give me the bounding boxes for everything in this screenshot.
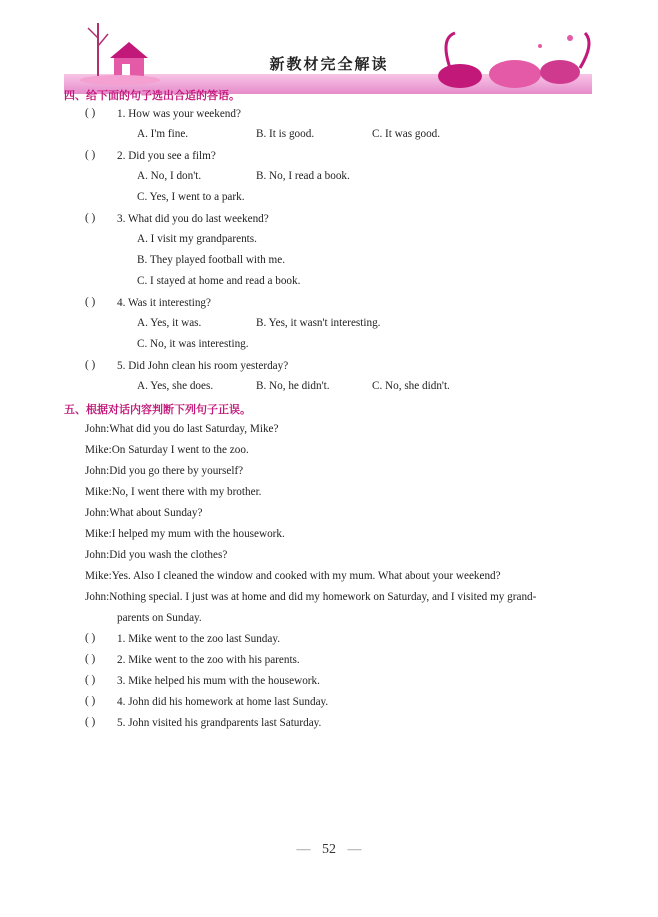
statement-text: 3. Mike helped his mum with the housework. — [117, 675, 320, 687]
page-header — [0, 18, 658, 98]
option-b: B. It is good. — [256, 128, 315, 140]
dialogue-line: John:Nothing special. I just was at home and did my homework on Saturday, and I visited my grand- — [85, 591, 537, 603]
dialogue-line: John:Did you go there by yourself? — [85, 465, 244, 477]
option-a: A. No, I don't. — [137, 170, 202, 182]
question-text: 3. What did you do last weekend? — [117, 213, 269, 225]
option-c: C. No, she didn't. — [372, 380, 450, 392]
statement-text: 4. John did his homework at home last Sunday. — [117, 696, 329, 708]
answer-blank[interactable]: ( ) — [85, 296, 96, 308]
footer-dash-left: — — [296, 842, 311, 857]
option-a: A. Yes, she does. — [137, 380, 214, 392]
answer-blank[interactable]: ( ) — [85, 212, 96, 224]
section-5-title: 五、根据对话内容判断下列句子正误。 — [64, 403, 251, 416]
dialogue-line: Mike:Yes. Also I cleaned the window and cooked with my mum. What about your weekend? — [85, 570, 501, 582]
question-text: 1. How was your weekend? — [117, 108, 241, 120]
dialogue-line: Mike:On Saturday I went to the zoo. — [85, 444, 249, 456]
answer-blank[interactable]: ( ) — [85, 107, 96, 119]
dialogue-line: Mike:No, I went there with my brother. — [85, 486, 262, 498]
footer-dash-right: — — [347, 842, 362, 857]
option-c: C. Yes, I went to a park. — [137, 191, 245, 203]
option-c: C. It was good. — [372, 128, 441, 140]
question-text: 4. Was it interesting? — [117, 297, 211, 309]
statement-text: 1. Mike went to the zoo last Sunday. — [117, 633, 281, 645]
dialogue-line: Mike:I helped my mum with the housework. — [85, 528, 285, 540]
page-footer — [0, 842, 658, 858]
answer-blank[interactable]: ( ) — [85, 359, 96, 371]
dialogue-line: John:Did you wash the clothes? — [85, 549, 228, 561]
question-text: 2. Did you see a film? — [117, 150, 216, 162]
option-c: C. No, it was interesting. — [137, 338, 249, 350]
dialogue-line: John:What did you do last Saturday, Mike? — [85, 423, 279, 435]
option-a: A. Yes, it was. — [137, 317, 202, 329]
answer-blank[interactable]: ( ) — [85, 674, 96, 686]
option-a: A. I'm fine. — [137, 128, 189, 140]
answer-blank[interactable]: ( ) — [85, 632, 96, 644]
statement-text: 5. John visited his grandparents last Saturday. — [117, 717, 322, 729]
answer-blank[interactable]: ( ) — [85, 149, 96, 161]
section-4-title: 四、给下面的句子选出合适的答语。 — [64, 89, 240, 102]
dialogue-line: John:What about Sunday? — [85, 507, 203, 519]
answer-blank[interactable]: ( ) — [85, 695, 96, 707]
statement-text: 2. Mike went to the zoo with his parents. — [117, 654, 300, 666]
book-title: 新教材完全解读 — [269, 55, 389, 73]
answer-blank[interactable]: ( ) — [85, 653, 96, 665]
option-b: B. They played football with me. — [137, 254, 285, 266]
option-a: A. I visit my grandparents. — [137, 233, 257, 245]
page-number: 52 — [322, 842, 336, 857]
dialogue-line: parents on Sunday. — [117, 612, 202, 624]
option-c: C. I stayed at home and read a book. — [137, 275, 301, 287]
option-b: B. No, he didn't. — [256, 380, 330, 392]
question-text: 5. Did John clean his room yesterday? — [117, 360, 289, 372]
answer-blank[interactable]: ( ) — [85, 716, 96, 728]
option-b: B. No, I read a book. — [256, 170, 350, 182]
option-b: B. Yes, it wasn't interesting. — [256, 317, 381, 329]
